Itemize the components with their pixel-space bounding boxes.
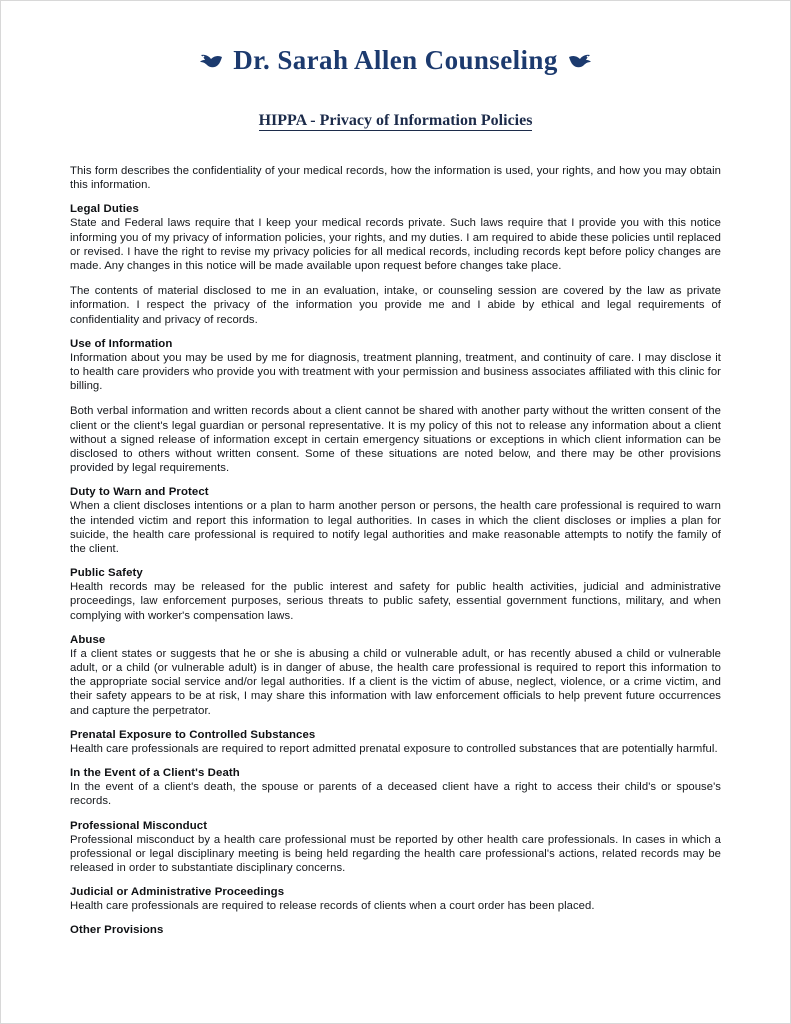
section-abuse xyxy=(70,634,721,718)
section-heading: Prenatal Exposure to Controlled Substances xyxy=(70,728,316,741)
section-paragraph: Health records may be released for the public interest and safety for public health activities, judicial and administrative proceedings, law enforcement purposes, serious threats to public safety, essential government functions, military, and when complying with worker's compensation laws. xyxy=(70,581,721,622)
section-heading: Other Provisions xyxy=(70,924,164,937)
clinic-name: Dr. Sarah Allen Counseling xyxy=(233,45,558,75)
section-heading: Abuse xyxy=(70,633,106,646)
section-heading: Duty to Warn and Protect xyxy=(70,486,209,499)
section-judicial-proceedings xyxy=(70,886,721,913)
section-heading: Legal Duties xyxy=(70,203,139,216)
section-heading: Judicial or Administrative Proceedings xyxy=(70,886,285,899)
section-paragraph: Both verbal information and written records about a client cannot be shared with another party without the written consent of the client or the client's legal guardian or personal representative. It is my policy of this not to release any information about a client without a signed release of information except in certain emergency situations or exceptions in which client information can be disclosed to others without written consent. Some of these situations are noted below, and there may be other provisions provided by legal requirements. xyxy=(70,405,721,475)
section-paragraph: Professional misconduct by a health care professional must be reported by other health care professionals. In cases in which a professional or legal disciplinary meeting is being held regarding the health care professional's actions, related records may be released in order to substantiate disciplinary concerns. xyxy=(70,833,721,874)
section-paragraph: Health care professionals are required to report admitted prenatal exposure to controlled substances that are potentially harmful. xyxy=(70,742,718,755)
section-professional-misconduct xyxy=(70,820,721,876)
section-other-provisions xyxy=(70,924,721,936)
section-prenatal-exposure xyxy=(70,729,721,756)
letterhead xyxy=(1,1,790,76)
section-paragraph: The contents of material disclosed to me in an evaluation, intake, or counseling session are covered by the law as private information. I respect the privacy of the information you provide me and I abide by ethical and legal requirements of confidentiality and privacy of records. xyxy=(70,285,721,326)
section-duty-to-warn-and-protect xyxy=(70,486,721,556)
section-heading: Professional Misconduct xyxy=(70,819,208,832)
section-paragraph: When a client discloses intentions or a plan to harm another person or persons, the health care professional is required to warn the intended victim and report this information to legal authorities. In cases in which the client discloses or implies a plan for suicide, the health care professional is required to notify legal authorities and make reasonable attempts to notify the family of the client. xyxy=(70,500,721,556)
section-paragraph: In the event of a client's death, the spouse or parents of a deceased client have a right to access their child's or spouse's records. xyxy=(70,781,721,808)
section-paragraph: Health care professionals are required to release records of clients when a court order has been placed. xyxy=(70,900,595,913)
section-paragraph: State and Federal laws require that I keep your medical records private. Such laws require that I provide you with this notice informing you of my privacy of information policies, your rights, and my duties. I am required to abide these policies until replaced or revised. I have the right to revise my privacy policies for all medical records, including records kept before policy changes are made. Any changes in this notice will be made available upon request before changes take place. xyxy=(70,217,721,273)
section-heading: Public Safety xyxy=(70,567,143,580)
section-heading: In the Event of a Client's Death xyxy=(70,767,240,780)
section-use-of-information xyxy=(70,338,721,476)
document-title-text: HIPPA - Privacy of Information Policies xyxy=(258,112,533,129)
section-client-death xyxy=(70,767,721,808)
bird-icon xyxy=(199,52,223,70)
document-title xyxy=(1,112,790,130)
section-paragraph: Information about you may be used by me for diagnosis, treatment planning, treatment, and continuity of care. I may disclose it to health care providers who provide you with treatment with your permission and business associates affiliated with this clinic for billing. xyxy=(70,351,721,393)
section-legal-duties xyxy=(70,203,721,326)
section-paragraph: If a client states or suggests that he or she is abusing a child or vulnerable adult, or has recently abused a child or vulnerable adult, or a child (or vulnerable adult) is in danger of abuse, the health care professional is required to report this information to the appropriate social service and/or legal authorities. If a client is the victim of abuse, neglect, violence, or a crime victim, and their safety appears to be at risk, I may share this information with law enforcement officials to help prevent future occurrences and capture the perpetrator. xyxy=(70,647,721,717)
intro-paragraph: This form describes the confidentiality of your medical records, how the information is used, your rights, and how you may obtain this information. xyxy=(70,165,721,192)
document-body xyxy=(1,164,790,936)
bird-icon xyxy=(568,52,592,70)
section-heading: Use of Information xyxy=(70,337,173,350)
section-public-safety xyxy=(70,567,721,623)
letterhead-inner xyxy=(199,45,591,76)
